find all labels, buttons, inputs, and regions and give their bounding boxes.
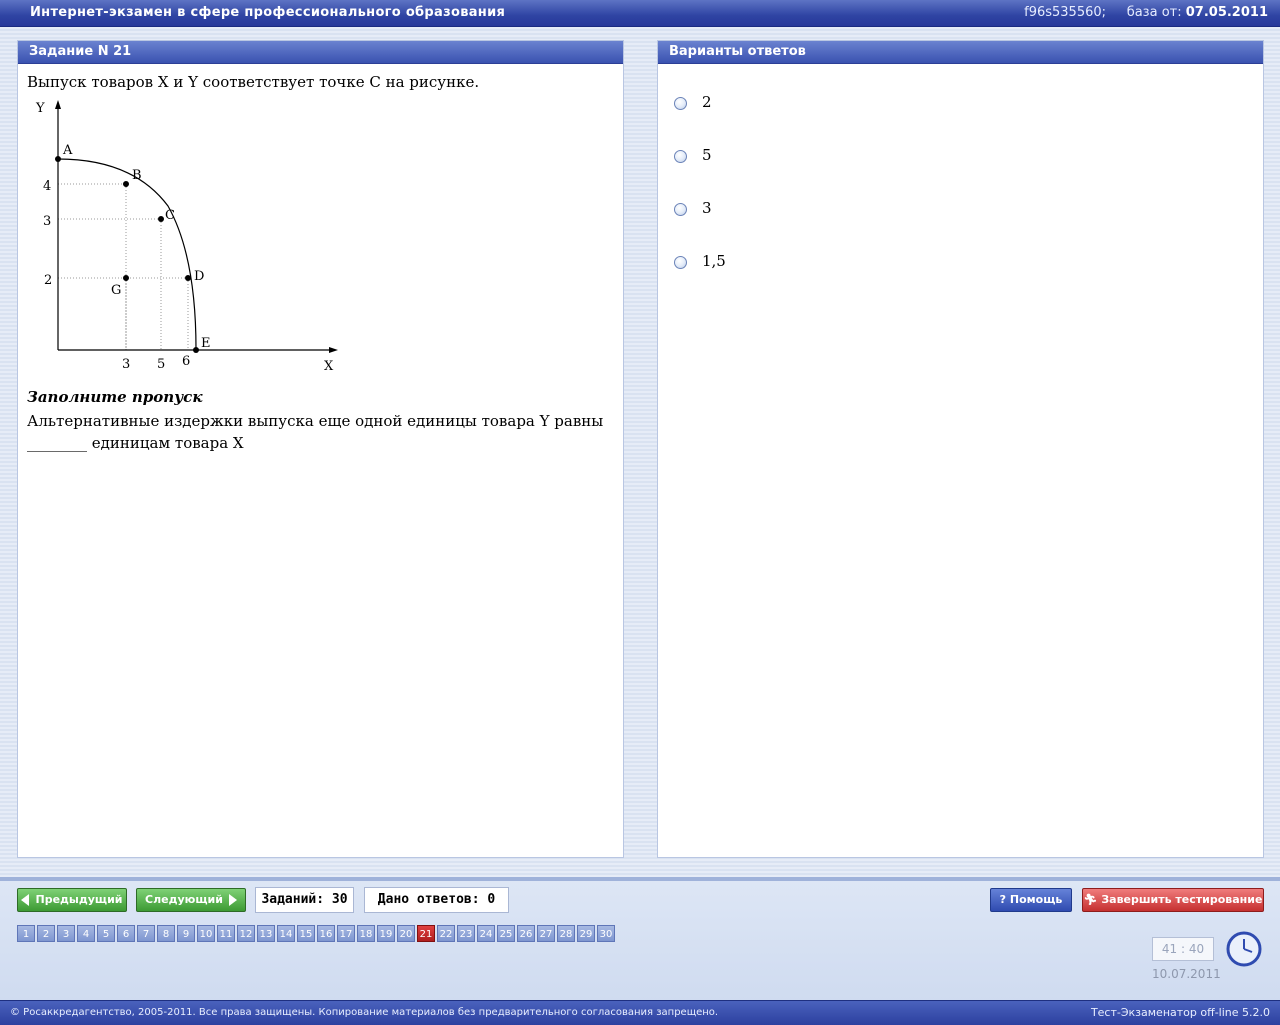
page-button-21[interactable]: 21 [417,925,435,942]
page-button-26[interactable]: 26 [517,925,535,942]
base-date: 07.05.2011 [1185,5,1268,20]
page-button-8[interactable]: 8 [157,925,175,942]
arrow-left-icon [21,894,29,906]
point-g [123,275,129,281]
point-c [158,216,164,222]
page-button-25[interactable]: 25 [497,925,515,942]
page-button-20[interactable]: 20 [397,925,415,942]
tasks-count: Заданий: 30 [255,887,354,913]
x-tick-6: 6 [182,354,191,369]
app-title: Интернет-экзамен в сфере профессионального образования [30,5,506,20]
task-panel [17,40,624,858]
page-button-4[interactable]: 4 [77,925,95,942]
page-button-16[interactable]: 16 [317,925,335,942]
label-a: A [63,143,73,158]
current-date: 10.07.2011 [1152,967,1221,981]
prev-label: Предыдущий [35,893,123,906]
answer-label[interactable]: 1,5 [702,252,726,270]
page-button-9[interactable]: 9 [177,925,195,942]
y-tick-3: 3 [43,214,52,229]
label-c: C [165,208,175,223]
arrow-right-icon [229,894,237,906]
answer-label[interactable]: 3 [702,199,712,217]
fill-sentence: Альтернативные издержки выпуска еще одной единицы товара Y равны ________ единицам товара X [27,412,604,452]
x-axis-label: X [324,359,334,374]
page-button-15[interactable]: 15 [297,925,315,942]
page-button-22[interactable]: 22 [437,925,455,942]
help-label: Помощь [1009,893,1063,906]
radio-button[interactable] [674,150,687,163]
page-button-5[interactable]: 5 [97,925,115,942]
answer-label[interactable]: 5 [702,146,712,164]
session-id: f96s535560; [1024,5,1107,20]
page-button-1[interactable]: 1 [17,925,35,942]
x-tick-5: 5 [157,357,166,372]
finish-label: Завершить тестирование [1101,893,1263,906]
version-text: Тест-Экзаменатор off-line 5.2.0 [1090,1006,1270,1019]
x-tick-3: 3 [122,357,131,372]
next-label: Следующий [145,893,223,906]
question-text: Выпуск товаров X и Y соответствует точке C на рисунке. [27,73,480,91]
radio-button[interactable] [674,97,687,110]
y-axis-label: Y [36,101,45,116]
point-a [55,156,61,162]
y-tick-4: 4 [43,179,52,194]
point-d [185,275,191,281]
label-g: G [111,283,122,298]
footer [0,1000,1280,1025]
page-button-3[interactable]: 3 [57,925,75,942]
page-button-13[interactable]: 13 [257,925,275,942]
title-bar [0,0,1280,27]
answers-panel [657,40,1264,858]
answers-given: Дано ответов: 0 [364,887,509,913]
point-b [123,181,129,187]
answers-title: Варианты ответов [658,41,1263,64]
timer-display: 41 : 40 [1152,937,1214,961]
ppf-graph [28,96,358,376]
fill-label: Заполните пропуск [27,388,203,406]
point-e [193,347,199,353]
page-button-6[interactable]: 6 [117,925,135,942]
page-button-19[interactable]: 19 [377,925,395,942]
y-tick-2: 2 [44,273,53,288]
page-button-28[interactable]: 28 [557,925,575,942]
question-icon: ? [999,893,1007,906]
copyright-text: © Росаккредагентство, 2005-2011. Все права защищены. Копирование материалов без предварительного согласования запрещено. [10,1007,719,1018]
help-button[interactable] [990,888,1072,912]
y-axis-arrow [55,100,61,109]
page-button-11[interactable]: 11 [217,925,235,942]
page-button-10[interactable]: 10 [197,925,215,942]
finish-button[interactable] [1082,888,1264,912]
label-e: E [201,336,211,351]
task-title: Задание N 21 [18,41,623,64]
page-button-27[interactable]: 27 [537,925,555,942]
x-axis-arrow [329,347,338,353]
prev-button[interactable] [17,888,127,912]
page-button-14[interactable]: 14 [277,925,295,942]
page-button-2[interactable]: 2 [37,925,55,942]
radio-button[interactable] [674,203,687,216]
page-button-24[interactable]: 24 [477,925,495,942]
ppf-curve [58,159,196,349]
label-d: D [194,269,205,284]
base-label: база от: [1126,5,1182,20]
page-button-12[interactable]: 12 [237,925,255,942]
page-button-30[interactable]: 30 [597,925,615,942]
clock-icon [1226,931,1262,967]
session-info [1024,5,1268,20]
page-button-29[interactable]: 29 [577,925,595,942]
page-button-18[interactable]: 18 [357,925,375,942]
page-button-7[interactable]: 7 [137,925,155,942]
runner-icon: 🏃︎ [1083,893,1098,906]
label-b: B [132,168,142,183]
answer-label[interactable]: 2 [702,93,712,111]
next-button[interactable] [136,888,246,912]
page-button-17[interactable]: 17 [337,925,355,942]
page-button-23[interactable]: 23 [457,925,475,942]
radio-button[interactable] [674,256,687,269]
